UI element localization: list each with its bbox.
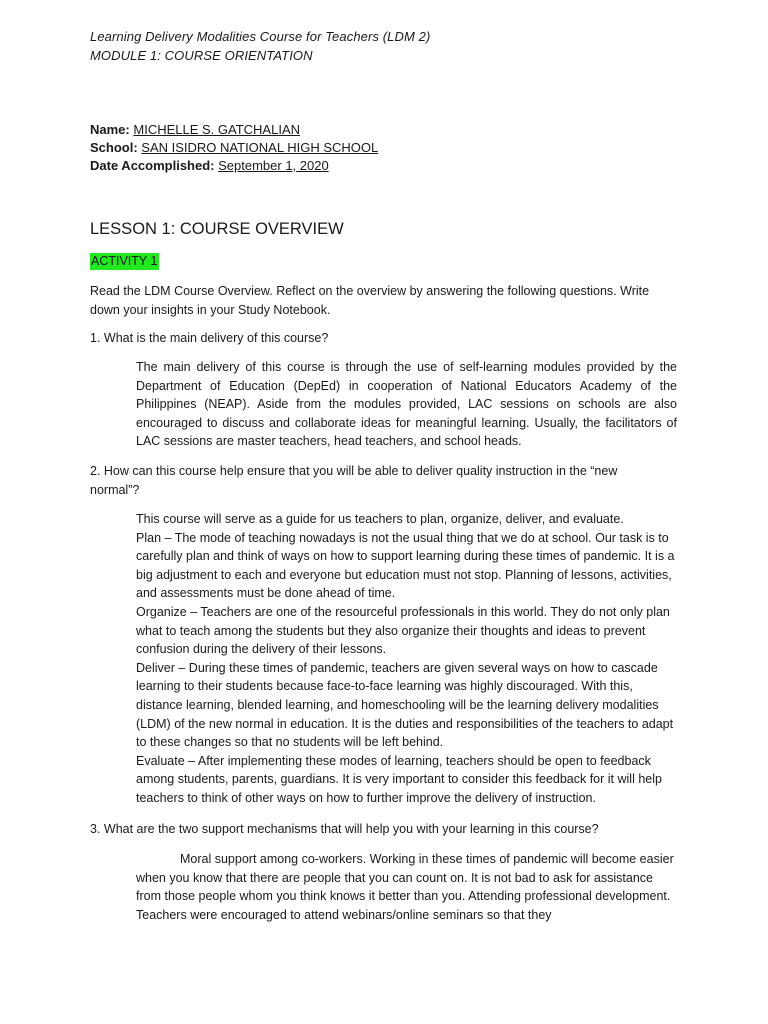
answer-2-deliver: Deliver – During these times of pandemic, teachers are given several ways on how to cascade learning to their students because face-to-face learning was highly discouraged. With this, distance learning, blended learning, and homeschooling will be the learning delivery modalities (LDM) of the new normal in education. It is the duties and responsibilities of the teachers to adapt to these changes so that no students will be left behind. [136, 660, 674, 750]
lesson-title: COURSE OVERVIEW [179, 220, 344, 238]
question-2: 2. How can this course help ensure that you will be able to deliver quality instruction in the “new normal”? [90, 464, 618, 497]
school-field [90, 140, 378, 155]
date-field [90, 158, 329, 173]
school-value: SAN ISIDRO NATIONAL HIGH SCHOOL [141, 140, 379, 155]
answer-2-evaluate: Evaluate – After implementing these modes of learning, teachers should be open to feedback among students, parents, guardians. It is very important to consider this feedback for it will help teachers to think of other ways on how to further improve the delivery of instruction. [136, 753, 662, 805]
name-value: MICHELLE S. GATCHALIAN [133, 122, 301, 137]
answer-1: The main delivery of this course is through the use of self-learning modules provided by the Department of Education (DepEd) in cooperation of National Educators Academy of the Philippines (NEAP). Aside from the modules provided, LAC sessions on schools are also encouraged to discuss and collaborate ideas for meaningful learning. Usually, the facilitators of LAC sessions are master teachers, head teachers, and school heads. [136, 360, 677, 449]
date-label: Date Accomplished: [90, 158, 215, 173]
module-title-header: MODULE 1: COURSE ORIENTATION [90, 48, 313, 63]
name-field [90, 122, 300, 137]
answer-3-text: Moral support among co-workers. Working in these times of pandemic will become easier when you know that there are people that you can count on. It is not bad to ask for assistance from those people whom you think knows it better than you. Attending professional development. Teachers were encouraged to attend webinars/online seminars so that they [136, 852, 674, 922]
lesson-prefix: LESSON 1: [90, 220, 176, 238]
answer-2 [136, 510, 678, 808]
answer-3 [136, 850, 678, 924]
answer-2-plan: Plan – The mode of teaching nowadays is not the usual thing that we do at school. Our task is to carefully plan and think of ways on how to support learning during these times of pandemic. It is a big adjustment to each and everyone but education must not stop. Planning of lessons, activities, and assessments must be done ahead of time. [136, 530, 675, 601]
name-label: Name: [90, 122, 130, 137]
lesson-heading [90, 220, 344, 239]
question-1: 1. What is the main delivery of this course? [90, 331, 329, 345]
answer-2-intro: This course will serve as a guide for us teachers to plan, organize, deliver, and evaluate. [136, 512, 624, 526]
course-title-header: Learning Delivery Modalities Course for Teachers (LDM 2) [90, 29, 431, 44]
answer-2-organize: Organize – Teachers are one of the resourceful professionals in this world. They do not only plan what to teach among the students but they also organize their thoughts and ideas to prevent confusion during the delivery of their lessons. [136, 604, 670, 657]
question-3: 3. What are the two support mechanisms that will help you with your learning in this course? [90, 822, 599, 836]
activity-instructions: Read the LDM Course Overview. Reflect on the overview by answering the following questions. Write down your insights in your Study Notebook. [90, 284, 650, 317]
activity-label: ACTIVITY 1 [91, 254, 158, 268]
school-label: School: [90, 140, 138, 155]
date-value: September 1, 2020 [218, 158, 329, 173]
